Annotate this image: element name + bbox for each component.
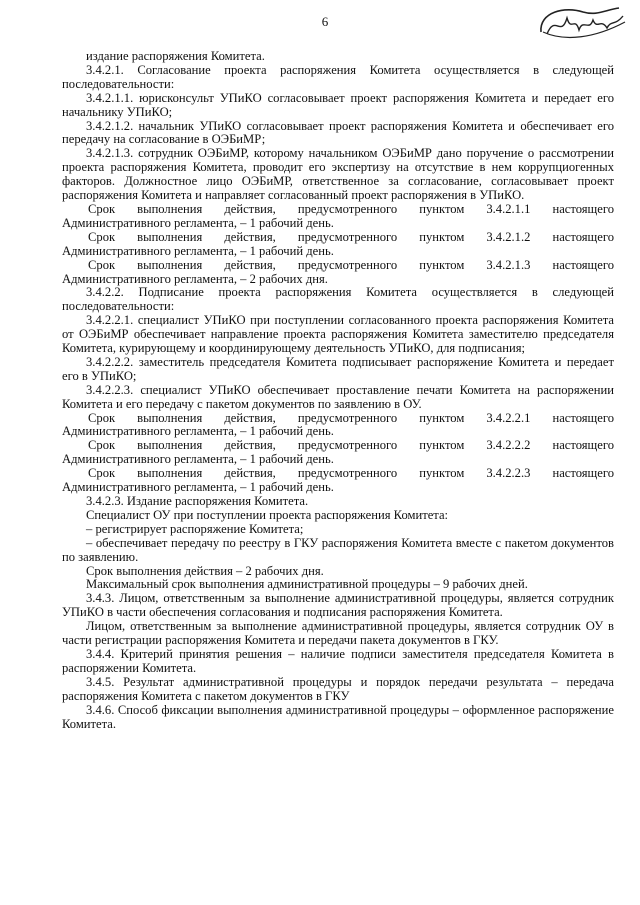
paragraph: 3.4.2.2. Подписание проекта распоряжения Комитета осуществляется в следующей последовательности: bbox=[62, 285, 614, 314]
signature-mark bbox=[535, 2, 630, 47]
paragraph: 3.4.6. Способ фиксации выполнения административной процедуры – оформленное распоряжение Комитета. bbox=[62, 702, 614, 731]
paragraph: Срок выполнения действия, предусмотренного пунктом 3.4.2.2.2 настоящего bbox=[88, 438, 614, 453]
paragraph: 3.4.2.2.3. специалист УПиКО обеспечивает проставление печати Комитета на распоряжении Комитета и его передачу с пакетом документов по заявлению в ОУ. bbox=[62, 382, 614, 411]
paragraph: издание распоряжения Комитета. bbox=[86, 49, 265, 63]
paragraph: 3.4.3. Лицом, ответственным за выполнение административной процедуры, является сотрудник УПиКО в части обеспечения согласования и подписания распоряжения Комитета. bbox=[62, 591, 614, 620]
paragraph: – обеспечивает передачу по реестру в ГКУ распоряжения Комитета вместе с пакетом документов по заявлению. bbox=[62, 535, 614, 564]
paragraph: 3.4.2.3. Издание распоряжения Комитета. bbox=[86, 494, 309, 508]
paragraph: Административного регламента, – 1 рабочий день. bbox=[62, 243, 334, 258]
paragraph: Специалист ОУ при поступлении проекта распоряжения Комитета: bbox=[86, 507, 449, 522]
paragraph: 3.4.4. Критерий принятия решения – наличие подписи заместителя председателя Комитета в распоряжении Комитета. bbox=[62, 646, 614, 675]
paragraph: Административного регламента, – 1 рабочий день. bbox=[62, 480, 334, 495]
paragraph: 3.4.2.1.1. юрисконсульт УПиКО согласовывает проект распоряжения Комитета и передает его начальнику УПиКО; bbox=[62, 90, 614, 119]
paragraph: 3.4.2.2.1. специалист УПиКО при поступлении согласованного проекта распоряжения Комитета от ОЭБиМР обеспечивает направление проекта распоряжения Комитета заместителю председателя Комитета, курирующему и координирующему деятельность УПиКО, для подписания; bbox=[62, 313, 614, 356]
paragraph: – регистрирует распоряжение Комитета; bbox=[86, 521, 304, 536]
paragraph: 3.4.5. Результат административной процедуры и порядок передачи результата – передача распоряжения Комитета с пакетом документов в ГКУ bbox=[62, 674, 614, 703]
paragraph: 3.4.2.1.3. сотрудник ОЭБиМР, которому начальником ОЭБиМР дано поручение о рассмотрении проекта распоряжения Комитета, проводит его экспертизу на отсутствие в нем коррупциогенных факторов. Должностное лицо ОЭБиМР, ответственное за согласование, согласовывает проект распоряжения Комитета и направляет согласованный проект распоряжения в УПиКО. bbox=[62, 146, 614, 203]
paragraph: Срок выполнения действия, предусмотренного пунктом 3.4.2.2.1 настоящего bbox=[88, 410, 614, 425]
paragraph: Административного регламента, – 1 рабочий день. bbox=[62, 424, 334, 439]
paragraph: Срок выполнения действия, предусмотренного пунктом 3.4.2.2.3 настоящего bbox=[88, 466, 614, 481]
paragraph: Административного регламента, – 2 рабочих дня. bbox=[62, 271, 328, 286]
paragraph: Срок выполнения действия – 2 рабочих дня. bbox=[86, 563, 324, 578]
paragraph: 3.4.2.1. Согласование проекта распоряжения Комитета осуществляется в следующей последовательности: bbox=[62, 62, 614, 91]
paragraph: Лицом, ответственным за выполнение административной процедуры, является сотрудник ОУ в части регистрации распоряжения Комитета и передачи пакета документов в ГКУ. bbox=[62, 619, 614, 648]
paragraph: Максимальный срок выполнения административной процедуры – 9 рабочих дней. bbox=[86, 577, 528, 592]
paragraph: Срок выполнения действия, предусмотренного пунктом 3.4.2.1.1 настоящего bbox=[88, 201, 614, 216]
page-number: 6 bbox=[321, 14, 329, 29]
paragraph: 3.4.2.2.2. заместитель председателя Комитета подписывает распоряжение Комитета и передает его в УПиКО; bbox=[62, 354, 614, 383]
paragraph: Административного регламента, – 1 рабочий день. bbox=[62, 215, 334, 230]
paragraph: Срок выполнения действия, предусмотренного пунктом 3.4.2.1.3 настоящего bbox=[88, 257, 614, 272]
paragraph: Административного регламента, – 1 рабочий день. bbox=[62, 452, 334, 467]
paragraph: Срок выполнения действия, предусмотренного пунктом 3.4.2.1.2 настоящего bbox=[88, 229, 614, 244]
paragraph: 3.4.2.1.2. начальник УПиКО согласовывает проект распоряжения Комитета и обеспечивает его передачу на согласование в ОЭБиМР; bbox=[62, 118, 614, 147]
document-body bbox=[62, 50, 614, 731]
